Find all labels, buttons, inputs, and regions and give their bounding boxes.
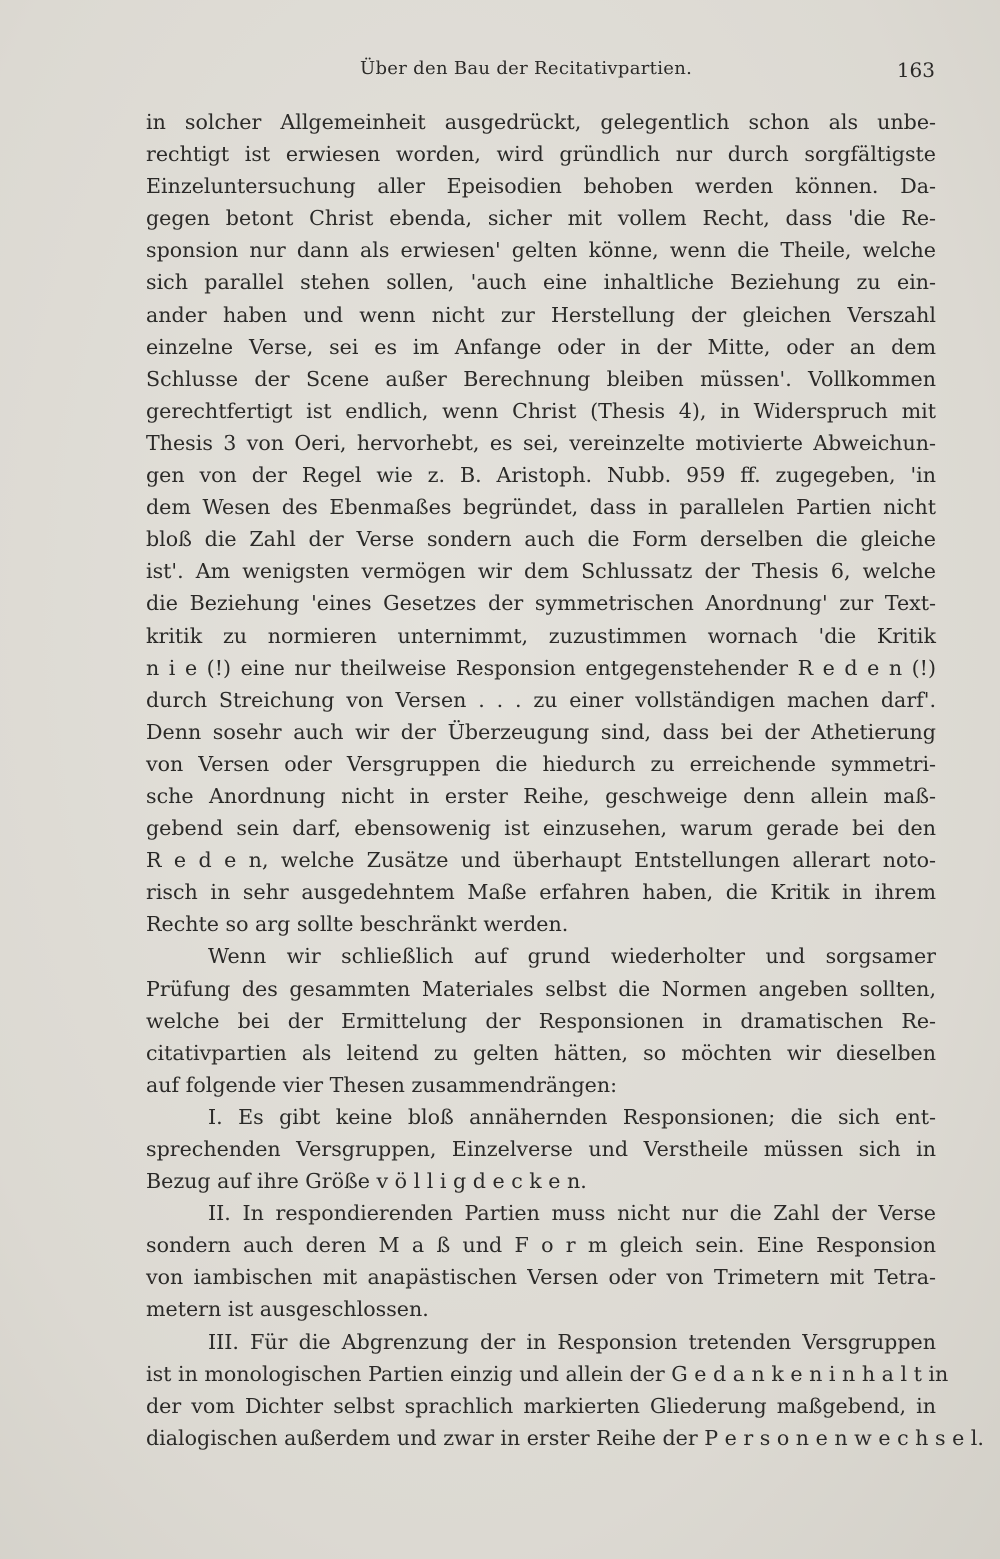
text-line: dialogischen außerdem und zwar in erster Reihe der P e r s o n e n w e c h s e l. — [146, 1425, 984, 1450]
running-head — [145, 58, 935, 88]
thesis-3-start-line: III. Für die Abgrenzung der in Responsion tretenden Versgruppen — [208, 1329, 936, 1354]
text-line: risch in sehr ausgedehntem Maße erfahren haben, die Kritik in ihrem — [146, 880, 936, 905]
text-line: der vom Dichter selbst sprachlich markierten Gliederung maßgebend, in — [146, 1393, 936, 1418]
text-line: gegen betont Christ ebenda, sicher mit vollem Recht, dass 'die Re- — [146, 206, 936, 231]
text-line: sondern auch deren M a ß und F o r m gleich sein. Eine Responsion — [146, 1233, 936, 1258]
text-line: von Versen oder Versgruppen die hiedurch zu erreichende symmetri- — [146, 751, 936, 776]
text-line: durch Streichung von Versen . . . zu einer vollständigen machen darf'. — [146, 687, 936, 712]
text-line: bloß die Zahl der Verse sondern auch die Form derselben die gleiche — [146, 527, 936, 552]
text-line: ist'. Am wenigsten vermögen wir dem Schlussatz der Thesis 6, welche — [146, 559, 936, 584]
text-line: sche Anordnung nicht in erster Reihe, geschweige denn allein maß- — [146, 783, 936, 808]
text-line: Schlusse der Scene außer Berechnung bleiben müssen'. Vollkommen — [146, 366, 936, 391]
text-line: Rechte so arg sollte beschränkt werden. — [146, 912, 569, 937]
running-title: Über den Bau der Recitativpartien. — [360, 58, 693, 79]
text-line: welche bei der Ermittelung der Responsionen in dramatischen Re- — [146, 1008, 936, 1033]
text-line: auf folgende vier Thesen zusammendrängen: — [146, 1072, 618, 1097]
thesis-2-start-line: II. In respondierenden Partien muss nicht nur die Zahl der Verse — [208, 1201, 936, 1226]
paragraph-start-line: Wenn wir schließlich auf grund wiederholter und sorgsamer — [208, 944, 936, 969]
text-line: Einzeluntersuchung aller Epeisodien behoben werden können. Da- — [146, 174, 936, 199]
text-line: Thesis 3 von Oeri, hervorhebt, es sei, vereinzelte motivierte Abweichun- — [146, 430, 936, 455]
text-line: Denn sosehr auch wir der Überzeugung sind, dass bei der Athetierung — [146, 719, 936, 744]
text-line: sprechenden Versgruppen, Einzelverse und Verstheile müssen sich in — [146, 1137, 936, 1161]
text-line: Prüfung des gesammten Materiales selbst die Normen angeben sollten, — [146, 976, 936, 1001]
text-line: ist in monologischen Partien einzig und allein der G e d a n k e n i n h a l t in — [146, 1361, 949, 1386]
text-line: die Beziehung 'eines Gesetzes der symmetrischen Anordnung' zur Text- — [146, 591, 936, 616]
text-line: ander haben und wenn nicht zur Herstellung der gleichen Verszahl — [146, 302, 936, 327]
text-line: rechtigt ist erwiesen worden, wird gründlich nur durch sorgfältigste — [146, 142, 936, 167]
text-line: dem Wesen des Ebenmaßes begründet, dass in parallelen Partien nicht — [146, 495, 936, 520]
text-line: von iambischen mit anapästischen Versen oder von Trimetern mit Tetra- — [146, 1265, 936, 1290]
text-line: sich parallel stehen sollen, 'auch eine inhaltliche Beziehung zu ein- — [146, 270, 936, 295]
text-line: gen von der Regel wie z. B. Aristoph. Nubb. 959 ff. zugegeben, 'in — [146, 463, 936, 488]
text-line: n i e (!) eine nur theilweise Responsion entgegenstehender R e d e n (!) — [146, 655, 936, 680]
body-text — [146, 106, 984, 1454]
page-number: 163 — [896, 58, 935, 82]
text-line: citativpartien als leitend zu gelten hätten, so möchten wir dieselben — [146, 1040, 936, 1065]
text-line: einzelne Verse, sei es im Anfange oder in der Mitte, oder an dem — [146, 334, 936, 359]
text-line: gebend sein darf, ebensowenig ist einzusehen, warum gerade bei den — [146, 816, 936, 841]
text-line: gerechtfertigt ist endlich, wenn Christ (Thesis 4), in Widerspruch mit — [146, 398, 936, 423]
text-line: Bezug auf ihre Größe v ö l l i g d e c k e n. — [146, 1169, 587, 1194]
text-line: sponsion nur dann als erwiesen' gelten könne, wenn die Theile, welche — [146, 238, 936, 263]
thesis-1-start-line: I. Es gibt keine bloß annähernden Responsionen; die sich ent- — [208, 1104, 936, 1129]
text-line: in solcher Allgemeinheit ausgedrückt, gelegentlich schon als unbe- — [146, 110, 936, 134]
text-line: R e d e n, welche Zusätze und überhaupt Entstellungen allerart noto- — [146, 848, 936, 873]
text-line: metern ist ausgeschlossen. — [146, 1297, 429, 1322]
text-line: kritik zu normieren unternimmt, zuzustimmen wornach 'die Kritik — [146, 623, 936, 648]
